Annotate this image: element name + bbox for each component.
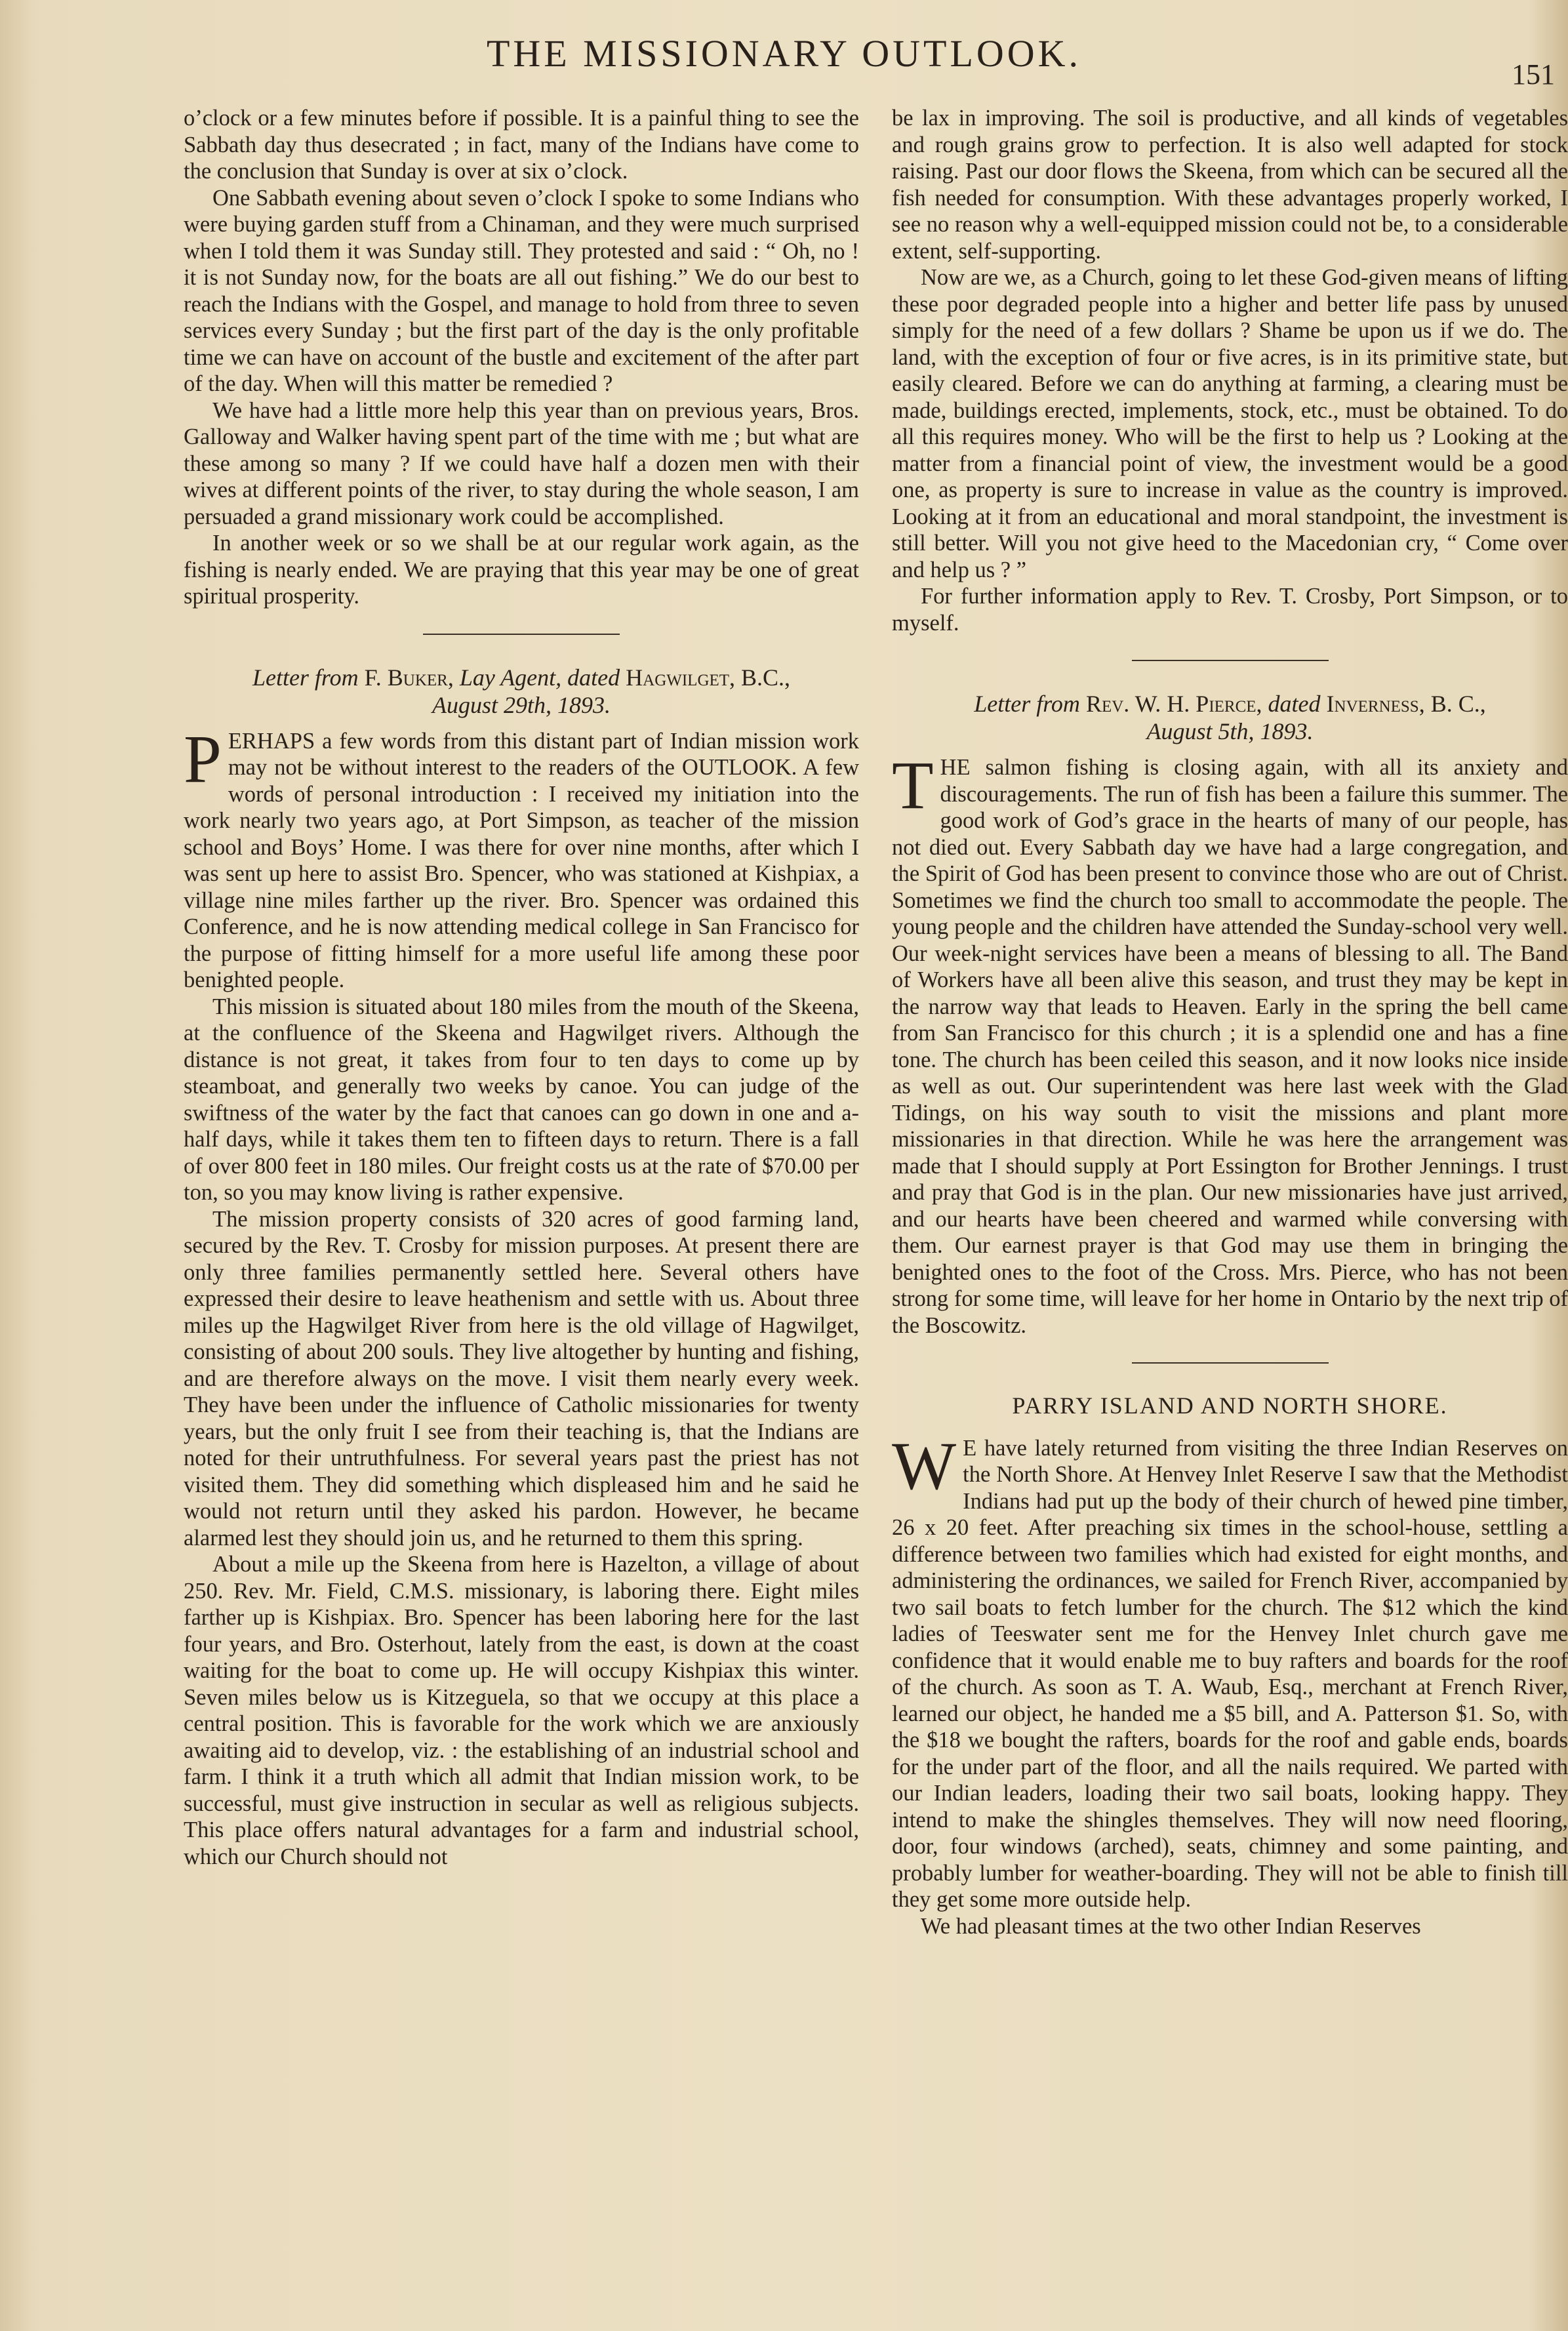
section-first-paragraph — [892, 1428, 1568, 1913]
letter-heading — [892, 690, 1568, 745]
paragraph: About a mile up the Skeena from here is Hazelton, a village of about 250. Rev. Mr. Field, C.M.S. missionary, is laboring there. Eight miles farther up is Kishpiax. Bro. Spencer has been laboring here for the last four years, and Bro. Osterhout, lately from the east, is down at the coast waiting for the boat to come up. He will occupy Kishpiax this winter. Seven miles below us is Kitzeguela, so that we occupy at this place a central position. This is favorable for the work which we are anxiously awaiting aid to develop, viz. : the establishing of an industrial school and farm. I think it a truth which all admit that Indian mission work, to be successful, must give instruction in secular as well as religious subjects. This place offers natural advantages for a farm and industrial school, which our Church should not — [184, 1552, 859, 1869]
section-paragraph-text: E have lately returned from visiting the three Indian Reserves on the North Shore. At Henvey Inlet Reserve I saw that the Methodist Indians had put up the body of their church of hewed pine timber, 26 x 20 feet. After preaching six times in the school-house, settling a difference between two families which had existed for eight months, and administering the ordinances, we sailed for French River, accompanied by two sail boats to fetch lumber for the church. The $12 which the kind ladies of Teeswater sent me for the Henvey Inlet church gave me confidence that it would enable me to buy rafters and boards for the roof of the church. As soon as T. A. Waub, Esq., merchant at French River, learned our object, he handed me a $5 bill, and A. Patterson $1. So, with the $18 we bought the rafters, boards for the roof and gable ends, boards for the under part of the floor, and all the nails required. We parted with our Indian leaders, loading their two sail boats, looking happy. They intend to make the shingles themselves. They will now need flooring, door, four windows (arched), seats, chimney and some painting, and probably lumber for weather-boarding. They will not be able to finish till they get some more outside help. — [892, 1435, 1568, 1912]
letter-first-paragraph — [892, 748, 1568, 1339]
paragraph: be lax in improving. The soil is productive, and all kinds of vegetables and rough grains grow to perfection. It is also well adapted for stock raising. Past our door flows the Skeena, from which can be secured all the fish needed for consumption. With these advantages properly worked, I see no reason why a well-equipped mission could not be, to a considerable extent, self-supporting. — [892, 106, 1568, 264]
first-paragraph-text: HE salmon fishing is closing again, with all its anxiety and discouragements. The run of fish has been a failure this summer. The good work of God’s grace in the hearts of many of our people, has not died out. Every Sabbath day we have had a large congregation, and the Spirit of God has been present to convince those who are out of Christ. Sometimes we find the church too small to accommodate the people. The young people and the children have attended the Sunday-school very well. Our week-night services have been a means of blessing to all. The Band of Workers have all been alive this season, and trust they may be kept in the narrow way that leads to Heaven. Early in the spring the bell came from San Francisco for this church ; it is a splendid one and has a fine tone. The church has been ceiled this season, and it now looks nice inside as well as out. Our superintendent was here last week with the Glad Tidings, on his way south to visit the missions and plant more missionaries in that direction. While he was here the arrangement was made that I should supply at Port Essington for Brother Jennings. I trust and pray that God is in the plan. Our new missionaries have just arrived, and our hearts have been cheered and warmed while conversing with them. Our earnest prayer is that God may use them in bringing the benighted ones to the foot of the Cross. Mrs. Pierce, who has not been strong for some time, will leave for her home in Ontario by the next trip of the Boscowitz. — [892, 755, 1568, 1338]
letter-role: Lay Agent, dated — [459, 664, 620, 691]
letter-date: August 29th, 1893. — [432, 691, 611, 718]
paragraph: One Sabbath evening about seven o’clock I spoke to some Indians who were buying garden stuff from a Chinaman, and they were much surprised when I told them it was Sunday still. They protested and said : “ Oh, no ! it is not Sunday now, for the boats are all out fishing.” We do our best to reach the Indians with the Gospel, and manage to hold from three to seven services every Sunday ; but the first part of the day is the only profitable time we can have on account of the bustle and excitement of the after part of the day. When will this matter be remedied ? — [184, 185, 859, 396]
paragraph: We had pleasant times at the two other Indian Reserves — [921, 1913, 1421, 1939]
letter-from-label: Letter from — [974, 691, 1080, 717]
drop-cap: W — [892, 1428, 957, 1504]
left-column — [184, 105, 859, 2305]
letter-author: Rev. W. H. Pierce, — [1085, 691, 1262, 717]
letter-place: Inverness, B. C., — [1326, 691, 1486, 717]
letter-date: August 5th, 1893. — [1146, 718, 1314, 744]
paragraph: In another week or so we shall be at our regular work again, as the fishing is nearly ended. We are praying that this year may be one of great spiritual prosperity. — [184, 531, 859, 609]
letter-role: dated — [1268, 691, 1321, 717]
paragraph: We have had a little more help this year than on previous years, Bros. Galloway and Walker having spent part of the time with me ; but what are these among so many ? If we could have half a dozen men with their wives at different points of the river, to stay during the whole season, I am persuaded a grand missionary work could be accomplished. — [184, 397, 859, 529]
section-title: PARRY ISLAND AND NORTH SHORE. — [1012, 1392, 1448, 1419]
page-header — [0, 31, 1568, 91]
page-number: 151 — [1512, 58, 1555, 91]
first-paragraph-text: ERHAPS a few words from this distant part of Indian mission work may not be without interest to the readers of the OUTLOOK. A few words of personal introduction : I received my initiation into the work nearly two years ago, at Port Simpson, as teacher of the mission school and Boys’ Home. I was there for over nine months, after which I was sent up here to assist Bro. Spencer, who was stationed at Kishpiax, a village nine miles farther up the river. Bro. Spencer was ordained this Conference, and he is now attending medical college in San Francisco for the purpose of fitting himself for a more useful life among these poor benighted people. — [184, 728, 859, 992]
paragraph: o’clock or a few minutes before if possible. It is a painful thing to see the Sabbath day thus desecrated ; in fact, many of the Indians have come to the conclusion that Sunday is over at six o’clock. — [184, 106, 859, 184]
letter-author: F. Buker, — [364, 664, 454, 691]
section-divider — [1132, 1362, 1329, 1364]
section-divider — [1132, 660, 1329, 661]
paragraph: Now are we, as a Church, going to let these God-given means of lifting these poor degraded people into a higher and better life pass by unused simply for the need of a few dollars ? Shame be upon us if we do. The land, with the exception of four or five acres, is in its primitive state, but easily cleared. Before we can do anything at farming, a clearing must be made, buildings erected, implements, stock, etc., must be obtained. To do all this requires money. Who will be the first to help us ? Looking at the matter from a financial point of view, the investment would be a good one, as property is sure to increase in value as the country is improved. Looking at it from an educational and moral standpoint, the investment is still better. Will you not give heed to the Macedonian cry, “ Come over and help us ? ” — [892, 265, 1568, 582]
right-column — [892, 105, 1568, 2305]
drop-cap: T — [892, 748, 934, 823]
letter-from-label: Letter from — [252, 664, 359, 691]
running-title: THE MISSIONARY OUTLOOK. — [486, 32, 1082, 75]
drop-cap: P — [184, 721, 222, 797]
letter-first-paragraph — [184, 721, 859, 994]
letter-place: Hagwilget, B.C., — [626, 664, 791, 691]
paragraph: For further information apply to Rev. T. Crosby, Port Simpson, or to myself. — [892, 584, 1568, 636]
section-divider — [423, 634, 620, 635]
letter-heading — [184, 664, 859, 719]
paragraph: The mission property consists of 320 acres of good farming land, secured by the Rev. T. Crosby for mission purposes. At present there are only three families permanently settled here. Several others have expressed their desire to leave heathenism and settle with us. About three miles up the Hagwilget River from here is the old village of Hagwilget, consisting of about 200 souls. They live altogether by hunting and fishing, and are therefore always on the move. I visit them nearly every week. They have been under the influence of Catholic missionaries for twenty years, but the only fruit I see from their teaching is, that the Indians are noted for their untruthfulness. For several years past the priest has not visited them. They did something which displeased him and he said he would not return until they asked his pardon. However, he became alarmed lest they should join us, and he returned to them this spring. — [184, 1206, 859, 1551]
paragraph: This mission is situated about 180 miles from the mouth of the Skeena, at the confluence of the Skeena and Hagwilget rivers. Although the distance is not great, it takes from four to ten days to come up by steamboat, and generally two weeks by canoe. You can judge of the swiftness of the water by the fact that canoes can go down in one and a-half days, while it takes them ten to fifteen days to return. There is a fall of over 800 feet in 180 miles. Our freight costs us at the rate of $70.00 per ton, so you may know living is rather expensive. — [184, 994, 859, 1205]
